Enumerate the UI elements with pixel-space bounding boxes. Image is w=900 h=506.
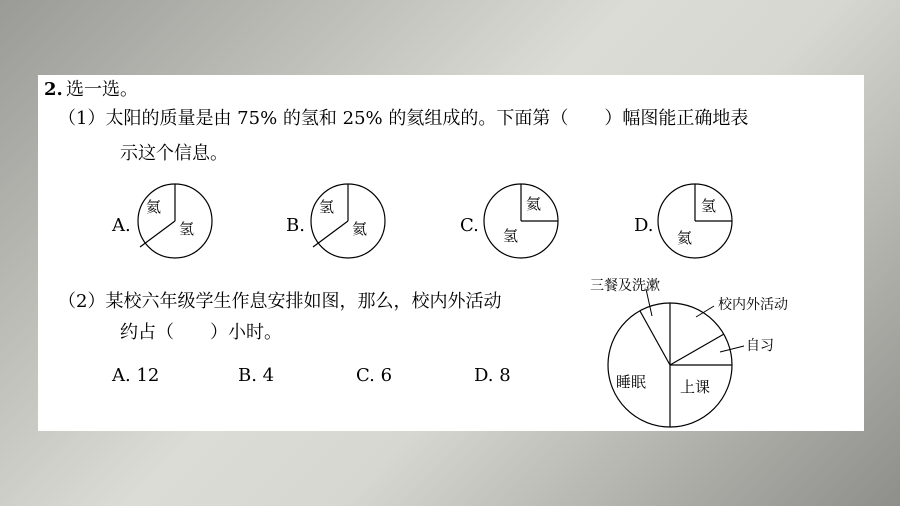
q1-option-c-pie bbox=[481, 181, 561, 261]
q1-option-d-pie bbox=[655, 181, 735, 261]
question-title: 选一选。 bbox=[66, 79, 138, 100]
q2-option-c[interactable]: C. 6 bbox=[356, 365, 393, 386]
q1-option-d-label2: 氦 bbox=[677, 229, 693, 247]
q1-option-a-label2: 氢 bbox=[179, 220, 195, 238]
q1-option-d-label[interactable]: D. bbox=[634, 215, 654, 236]
schedule-pie-chart bbox=[586, 275, 858, 431]
pie-label-activities: 校内外活动 bbox=[718, 297, 788, 313]
q1-text-line1: （1）太阳的质量是由 75% 的氢和 25% 的氦组成的。下面第（ ）幅图能正确地表 bbox=[58, 108, 749, 129]
q2-text-line2: 约占（ ）小时。 bbox=[120, 322, 282, 343]
pie-label-meals: 三餐及洗漱 bbox=[590, 278, 660, 294]
pie-label-class: 上课 bbox=[680, 378, 711, 396]
q2-text-line1: （2）某校六年级学生作息安排如图，那么，校内外活动 bbox=[58, 291, 502, 312]
q1-option-a-label1: 氦 bbox=[146, 198, 162, 216]
q2-option-d[interactable]: D. 8 bbox=[474, 365, 511, 386]
q1-option-b-label1: 氢 bbox=[319, 198, 335, 216]
q1-option-c-label1: 氦 bbox=[526, 195, 542, 213]
q2-option-b[interactable]: B. 4 bbox=[238, 365, 275, 386]
q1-option-a-label[interactable]: A. bbox=[112, 215, 131, 236]
q1-option-c-label[interactable]: C. bbox=[460, 215, 479, 236]
q1-option-b-label2: 氦 bbox=[352, 220, 368, 238]
question-card bbox=[38, 75, 864, 431]
question-number: 2. bbox=[44, 79, 63, 100]
q1-text-line2: 示这个信息。 bbox=[120, 143, 228, 164]
pie-label-study: 自习 bbox=[746, 338, 774, 354]
q1-option-b-label[interactable]: B. bbox=[286, 215, 305, 236]
q1-option-c-label2: 氢 bbox=[503, 227, 519, 245]
q1-option-b-pie bbox=[308, 181, 388, 261]
q1-option-a-pie bbox=[135, 181, 215, 261]
pie-label-sleep: 睡眠 bbox=[616, 373, 647, 391]
q2-option-a[interactable]: A. 12 bbox=[112, 365, 160, 386]
q1-option-d-label1: 氢 bbox=[701, 197, 717, 215]
